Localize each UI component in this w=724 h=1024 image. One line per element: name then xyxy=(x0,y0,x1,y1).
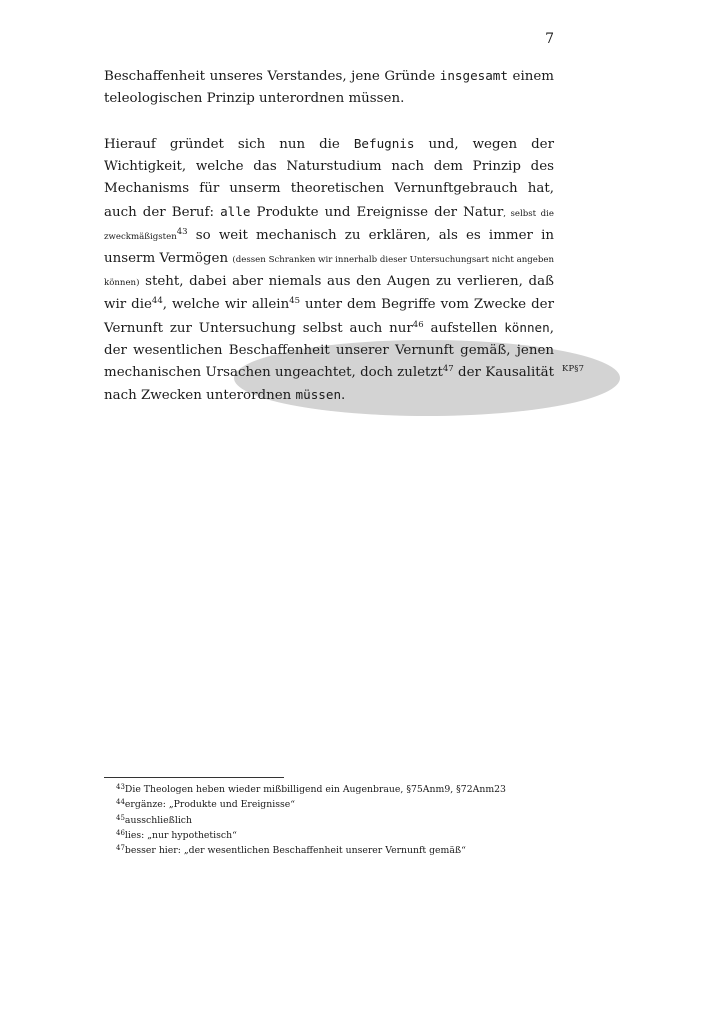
footnote-ref-43[interactable]: 43 xyxy=(176,226,188,237)
footnote-number: 45 xyxy=(116,813,125,822)
paragraph-2-text: so weit mechanisch zu erklären, als es immer in unserm Vermögen xyxy=(104,227,554,267)
paragraph-2 xyxy=(104,133,554,407)
paragraph-2-text: der Kausalität nach Zwecken unterordnen xyxy=(104,365,554,404)
emphasis-insgesamt: insgesamt xyxy=(439,68,508,83)
paragraph-2-text: , welche wir allein xyxy=(162,297,290,313)
footnote-ref-46[interactable]: 46 xyxy=(412,319,424,330)
footnote-46 xyxy=(116,828,556,843)
paragraph-2-text: aufstellen xyxy=(423,320,505,336)
small-insert: , selbst die zweckmäßigsten xyxy=(104,208,554,242)
page-number: 7 xyxy=(545,31,554,47)
paragraph-2-text: unter dem Begriffe vom Zwecke der Vernunft zur Untersuchung selbst auch nur xyxy=(104,297,554,336)
footnote-text: lies: „nur hypothetisch“ xyxy=(124,829,237,841)
footnote-44 xyxy=(116,797,556,812)
footnote-45 xyxy=(116,813,556,828)
emphasis-muessen: müssen xyxy=(295,387,342,403)
paragraph-1 xyxy=(104,65,554,110)
footnote-number: 46 xyxy=(116,828,125,837)
footnote-43 xyxy=(116,782,556,797)
footnote-ref-44[interactable]: 44 xyxy=(151,296,163,307)
footnote-text: besser hier: „der wesentlichen Beschaffenheit unserer Vernunft gemäß“ xyxy=(124,845,466,857)
footnote-47 xyxy=(116,843,556,858)
emphasis-koennen: können xyxy=(504,319,550,335)
footnote-number: 47 xyxy=(116,844,125,853)
footnote-number: 44 xyxy=(116,798,125,807)
paragraph-2-text: steht, dabei aber niemals aus den Augen zu verlieren, daß wir die xyxy=(104,274,554,313)
paragraph-1-text: Beschaffenheit unseres Verstandes, jene Gründe xyxy=(104,69,440,84)
footnote-text: Die Theologen heben wieder mißbilligend ein Augenbraue, §75Anm9, §72Anm23 xyxy=(124,784,506,795)
paragraph-1-text: einem teleologischen Prinzip unterordnen müssen. xyxy=(104,69,554,107)
paragraph-2-text: , der wesentlichen Beschaffenheit unserer Vernunft gemäß, jenen mechanischen Ursachen ungeachtet, doch zuletzt xyxy=(104,320,554,381)
footnote-rule xyxy=(104,777,284,778)
emphasis-alle: alle xyxy=(220,203,251,219)
paragraph-2-text: und, wegen der Wichtigkeit, welche das Naturstudium nach dem Prinzip des Mechanisms für unserm theoretischen Vernunftgebrauch hat, auch der Beruf: xyxy=(104,137,554,220)
emphasis-befugnis: Befugnis xyxy=(353,136,415,151)
paragraph-2-text: . xyxy=(341,388,346,404)
paragraph-2-text: Hierauf gründet sich nun die xyxy=(104,137,354,152)
small-insert: (dessen Schranken wir innerhalb dieser Untersuchungsart nicht angeben können) xyxy=(104,255,554,289)
footnotes xyxy=(116,782,556,858)
footnote-ref-45[interactable]: 45 xyxy=(289,296,301,307)
footnote-text: ergänze: „Produkte und Ereignisse“ xyxy=(124,799,296,811)
margin-note: KP§7 xyxy=(562,363,585,373)
footnote-ref-47[interactable]: 47 xyxy=(442,364,454,375)
footnote-text: ausschließlich xyxy=(124,814,192,826)
paragraph-2-text: Produkte und Ereignisse der Natur xyxy=(250,204,504,220)
footnote-number: 43 xyxy=(116,783,125,791)
